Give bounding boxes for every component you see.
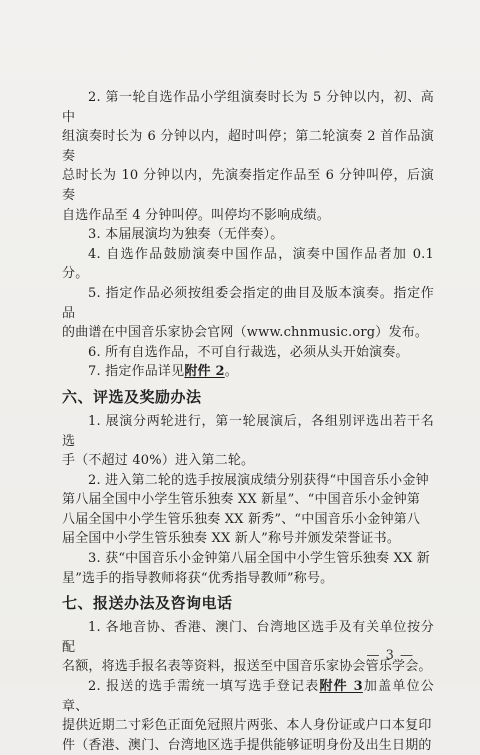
text-line — [62, 677, 434, 716]
award-rule-1 — [62, 412, 434, 471]
rule-5-designated-works — [62, 284, 434, 343]
text-line: 2. 进入第二轮的选手按展演成绩分别获得“中国音乐小金钟 — [88, 472, 429, 488]
rule-7-attachment — [62, 362, 434, 382]
text-line: 总时长为 10 分钟以内，先演奏指定作品至 6 分钟叫停，后演奏 — [62, 168, 434, 203]
text-line: 自选作品至 4 分钟叫停。叫停均不影响成绩。 — [62, 207, 330, 223]
attachment-3-link[interactable]: 附件 3 — [319, 679, 363, 695]
rule-3-solo: 3. 本届展演均为独奏（无伴奏）。 — [88, 227, 284, 243]
rule-4-chinese-works: 4. 自选作品鼓励演奏中国作品，演奏中国作品者加 0.1 分。 — [62, 246, 434, 282]
section-7-heading: 七、报送办法及咨询电话 — [62, 594, 233, 613]
rule-6-no-cutting: 6. 所有自选作品，不可自行裁选，必须从头开始演奏。 — [88, 344, 409, 360]
section-6-heading: 六、评选及奖励办法 — [62, 387, 202, 406]
text-fragment: 2. 报送的选手需统一填写选手登记表 — [88, 679, 320, 695]
text-line: 1. 展演分两轮进行，第一轮展演后，各组别评选出若干名选 — [62, 413, 434, 449]
text-line: 1. 各地音协、香港、澳门、台湾地区选手及有关单位按分配 — [62, 620, 434, 655]
text-line: 组演奏时长为 6 分钟以内，超时叫停；第二轮演奏 2 首作品演奏 — [62, 129, 434, 164]
text-line: 件（香港、澳门、台湾地区选手提供能够证明身份及出生日期的 — [62, 737, 432, 753]
text-line: 名额，将选手报名表等资料，报送至中国音乐家协会管乐学会。 — [62, 659, 432, 675]
page-number: — 3 — — [366, 648, 414, 663]
text-line: 星”选手的指导教师将获“优秀指导教师”称号。 — [62, 570, 334, 586]
text-line: 手（不超过 40%）进入第二轮。 — [62, 453, 255, 469]
text-line: 2. 第一轮自选作品小学组演奏时长为 5 分钟以内，初、高中 — [62, 90, 434, 125]
text-line: 的曲谱在中国音乐家协会官网（www.chnmusic.org）发布。 — [62, 325, 429, 341]
attachment-2-link[interactable]: 附件 2 — [184, 364, 225, 380]
award-rule-2 — [62, 471, 434, 549]
text-line: 届全国中小学生管乐独奏 XX 新人”称号并颁发荣誉证书。 — [62, 531, 401, 547]
text-line: 3. 获“中国音乐小金钟第八届全国中小学生管乐独奏 XX 新 — [88, 551, 430, 567]
submit-rule-2 — [62, 677, 434, 755]
text-line: 5. 指定作品必须按组委会指定的曲目及版本演奏。指定作品 — [62, 285, 434, 321]
award-rule-3 — [62, 549, 434, 588]
text-fragment: 。 — [224, 364, 238, 380]
text-line: 提供近期二寸彩色正面免冠照片两张、本人身份证或户口本复印 — [62, 718, 432, 734]
text-fragment: 加盖单位公章、 — [62, 679, 434, 714]
text-line: 八届全国中小学生管乐独奏 XX 新秀”、“中国音乐小金钟第八 — [62, 511, 421, 527]
text-line: 第八届全国中小学生管乐独奏 XX 新星”、“中国音乐小金钟第 — [62, 492, 421, 508]
rule-2-duration — [62, 88, 434, 225]
text-fragment: 7. 指定作品详见 — [88, 364, 185, 380]
